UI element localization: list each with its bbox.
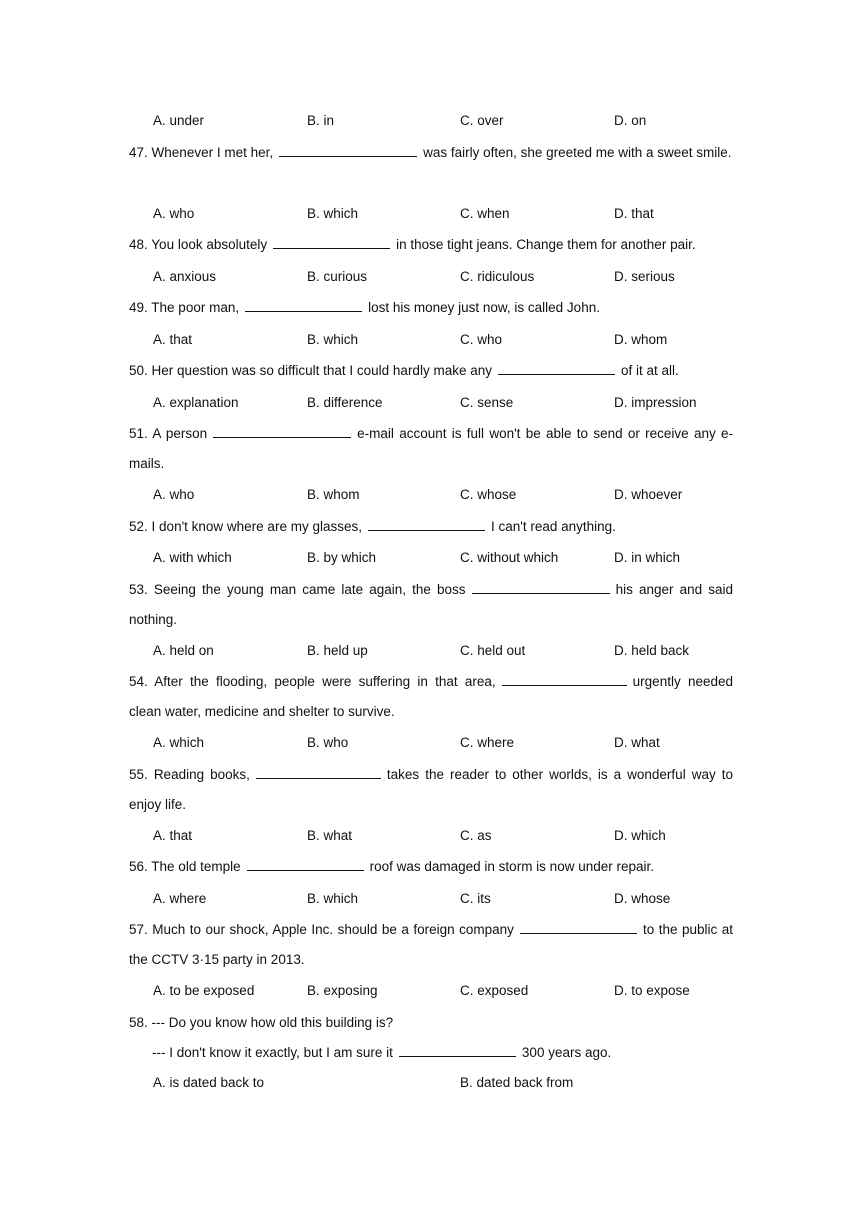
- q57-option-b: B. exposing: [307, 983, 378, 998]
- q56-option-a: A. where: [153, 891, 207, 906]
- q51-options: [0, 487, 860, 507]
- q49-option-c: C. who: [460, 332, 503, 347]
- q56-option-b: B. which: [307, 891, 359, 906]
- q58-line2-after: 300 years ago.: [521, 1045, 612, 1060]
- q51-option-c: C. whose: [460, 487, 517, 502]
- q48-text-after: in those tight jeans. Change them for another pair.: [396, 237, 696, 252]
- q54-options: [0, 735, 860, 755]
- q51-option-d: D. whoever: [614, 487, 683, 502]
- q48-option-d: D. serious: [614, 269, 675, 284]
- q54-blank[interactable]: [502, 673, 627, 686]
- q50-option-d: D. impression: [614, 395, 697, 410]
- q49-option-d: D. whom: [614, 332, 668, 347]
- q52-option-c: C. without which: [460, 550, 559, 565]
- q52-text-before: I don't know where are my glasses,: [151, 519, 362, 534]
- q47-options: [0, 206, 860, 226]
- q54-option-c: C. where: [460, 735, 515, 750]
- q50-option-a: A. explanation: [153, 395, 239, 410]
- q52-option-a: A. with which: [153, 550, 232, 565]
- q51-text-before: A person: [152, 426, 208, 441]
- q55-text-before: Reading books,: [153, 767, 250, 782]
- q47-option-c: C. when: [460, 206, 510, 221]
- q51-text-after: e-mail account is full won't be able to send or receive any e-mails.: [129, 426, 734, 471]
- q46-option-c: C. over: [460, 113, 504, 128]
- q58-option-b: B. dated back from: [460, 1075, 574, 1090]
- q51-blank[interactable]: [213, 425, 351, 438]
- q50-options: [0, 395, 860, 415]
- q55-option-c: C. as: [460, 828, 492, 843]
- q50-number: 50.: [129, 363, 148, 378]
- q54-number: 54.: [129, 674, 148, 689]
- q47-blank[interactable]: [279, 144, 417, 157]
- q57-option-d: D. to expose: [614, 983, 690, 998]
- q55-option-b: B. what: [307, 828, 353, 843]
- q53-text-after: his anger and said nothing.: [129, 582, 733, 627]
- q49-text-after: lost his money just now, is called John.: [368, 300, 600, 315]
- q56-option-c: C. its: [460, 891, 491, 906]
- q55-blank[interactable]: [256, 766, 381, 779]
- q49-blank[interactable]: [245, 299, 362, 312]
- q49-option-b: B. which: [307, 332, 359, 347]
- q55-number: 55.: [129, 767, 148, 782]
- q54-option-a: A. which: [153, 735, 205, 750]
- q53-stem: [129, 575, 733, 634]
- q47-option-a: A. who: [153, 206, 195, 221]
- q53-options: [0, 643, 860, 663]
- q54-option-b: B. who: [307, 735, 349, 750]
- q50-option-c: C. sense: [460, 395, 514, 410]
- q58-blank[interactable]: [399, 1044, 516, 1057]
- q47-option-d: D. that: [614, 206, 654, 221]
- q48-option-c: C. ridiculous: [460, 269, 535, 284]
- q56-text-before: The old temple: [151, 859, 241, 874]
- q58-line2-before: --- I don't know it exactly, but I am sure it: [152, 1045, 393, 1060]
- q53-option-a: A. held on: [153, 643, 214, 658]
- q48-stem: [129, 230, 733, 260]
- q50-text-after: of it at all.: [620, 363, 679, 378]
- q58-dialog-line1: --- Do you know how old this building is?: [151, 1015, 394, 1030]
- q57-option-c: C. exposed: [460, 983, 529, 998]
- q57-number: 57.: [129, 922, 148, 937]
- q57-blank[interactable]: [520, 921, 637, 934]
- q55-stem: [129, 760, 733, 819]
- q48-number: 48.: [129, 237, 148, 252]
- q52-text-after: I can't read anything.: [490, 519, 616, 534]
- q53-option-c: C. held out: [460, 643, 526, 658]
- q47-option-b: B. which: [307, 206, 359, 221]
- q50-stem: [129, 356, 733, 386]
- q56-stem: [129, 852, 733, 882]
- q55-options: [0, 828, 860, 848]
- q57-text-before: Much to our shock, Apple Inc. should be a foreign company: [152, 922, 514, 937]
- q58-dialog-line2: [152, 1044, 611, 1060]
- q47-text-after: was fairly often, she greeted me with a sweet smile.: [423, 145, 732, 160]
- q56-options: [0, 891, 860, 911]
- q52-blank[interactable]: [368, 518, 485, 531]
- q52-option-b: B. by which: [307, 550, 377, 565]
- q53-blank[interactable]: [472, 581, 610, 594]
- q55-option-d: D. which: [614, 828, 666, 843]
- q58-option-a: A. is dated back to: [153, 1075, 265, 1090]
- q53-option-d: D. held back: [614, 643, 690, 658]
- q57-stem: [129, 915, 733, 974]
- q50-text-before: Her question was so difficult that I could hardly make any: [151, 363, 492, 378]
- q53-text-before: Seeing the young man came late again, the boss: [153, 582, 466, 597]
- q56-option-d: D. whose: [614, 891, 671, 906]
- q54-stem: [129, 667, 733, 726]
- q49-text-before: The poor man,: [151, 300, 240, 315]
- q46-option-b: B. in: [307, 113, 335, 128]
- q49-number: 49.: [129, 300, 148, 315]
- q47-number: 47.: [129, 145, 148, 160]
- q56-text-after: roof was damaged in storm is now under repair.: [369, 859, 654, 874]
- q48-text-before: You look absolutely: [151, 237, 268, 252]
- q51-option-a: A. who: [153, 487, 195, 502]
- q46-option-a: A. under: [153, 113, 205, 128]
- q57-text-after: to the public at the CCTV 3·15 party in 2013.: [129, 922, 733, 967]
- q57-option-a: A. to be exposed: [153, 983, 255, 998]
- q47-stem: [129, 138, 733, 168]
- q58-options: [0, 1075, 860, 1095]
- q48-option-a: A. anxious: [153, 269, 217, 284]
- q49-option-a: A. that: [153, 332, 193, 347]
- q52-number: 52.: [129, 519, 148, 534]
- q55-text-after: takes the reader to other worlds, is a wonderful way to enjoy life.: [129, 767, 733, 812]
- q55-option-a: A. that: [153, 828, 193, 843]
- q48-options: [0, 269, 860, 289]
- q47-text-before: Whenever I met her,: [151, 145, 274, 160]
- q51-number: 51.: [129, 426, 148, 441]
- q51-option-b: B. whom: [307, 487, 360, 502]
- q48-blank[interactable]: [273, 236, 390, 249]
- q52-option-d: D. in which: [614, 550, 681, 565]
- q56-blank[interactable]: [247, 858, 364, 871]
- q56-number: 56.: [129, 859, 148, 874]
- q54-text-after: urgently needed clean water, medicine and shelter to survive.: [129, 674, 733, 719]
- q58-number: 58.: [129, 1015, 148, 1030]
- q54-option-d: D. what: [614, 735, 660, 750]
- q50-option-b: B. difference: [307, 395, 383, 410]
- q50-blank[interactable]: [498, 362, 615, 375]
- q53-option-b: B. held up: [307, 643, 368, 658]
- q52-stem: [129, 512, 733, 542]
- q49-stem: [129, 293, 733, 323]
- q51-stem: [129, 419, 733, 478]
- q49-options: [0, 332, 860, 352]
- q52-options: [0, 550, 860, 570]
- q46-option-d: D. on: [614, 113, 647, 128]
- q58-stem: [129, 1008, 733, 1038]
- q46-options: [0, 113, 860, 133]
- q54-text-before: After the flooding, people were suffering in that area,: [154, 674, 496, 689]
- q53-number: 53.: [129, 582, 148, 597]
- q48-option-b: B. curious: [307, 269, 368, 284]
- q57-options: [0, 983, 860, 1003]
